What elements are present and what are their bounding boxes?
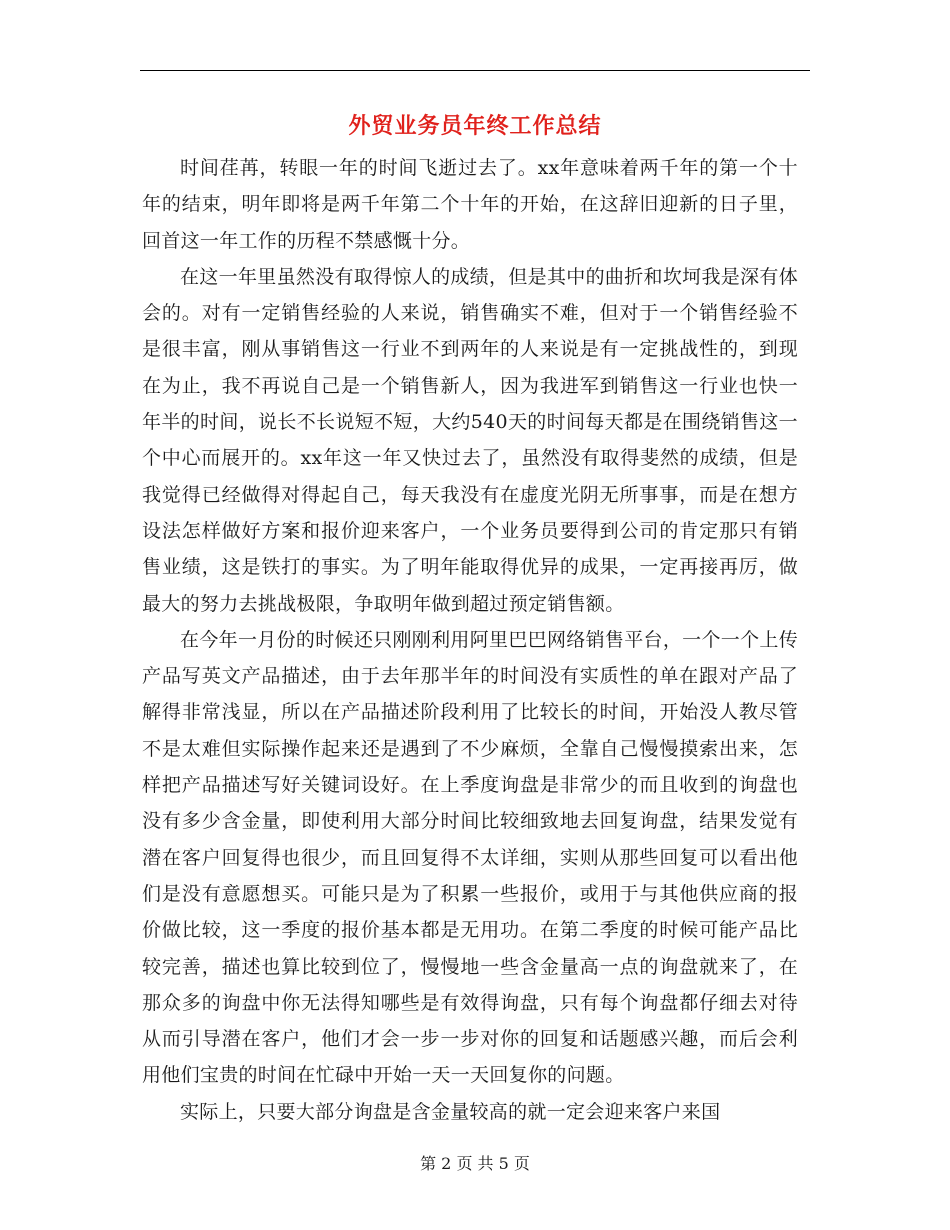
document-body <box>142 150 798 1130</box>
page-number-footer: 第 2 页 共 5 页 <box>420 1154 530 1173</box>
paragraph-3: 在今年一月份的时候还只刚刚利用阿里巴巴网络销售平台，一个一个上传产品写英文产品描述，由于去年那半年的时间没有实质性的单在跟对产品了解得非常浅显，所以在产品描述阶段利用了比较长的时间，开始没人教尽管不是太难但实际操作起来还是遇到了不少麻烦，全靠自己慢慢摸索出来，怎样把产品描述写好关键词设好。在上季度询盘是非常少的而且收到的询盘也没有多少含金量，即使利用大部分时间比较细致地去回复询盘，结果发觉有潜在客户回复得也很少，而且回复得不太详细，实则从那些回复可以看出他们是没有意愿想买。可能只是为了积累一些报价，或用于与其他供应商的报价做比较，这一季度的报价基本都是无用功。在第二季度的时候可能产品比较完善，描述也算比较到位了，慢慢地一些含金量高一点的询盘就来了，在那众多的询盘中你无法得知哪些是有效得询盘，只有每个询盘都仔细去对待从而引导潜在客户，他们才会一步一步对你的回复和话题感兴趣，而后会利用他们宝贵的时间在忙碌中开始一天一天回复你的问题。 <box>142 628 798 1087</box>
paragraph-4: 实际上，只要大部分询盘是含金量较高的就一定会迎来客户来国 <box>180 1100 721 1123</box>
header-rule <box>140 70 810 71</box>
paragraph-2: 在这一年里虽然没有取得惊人的成绩，但是其中的曲折和坎坷我是深有体会的。对有一定销售经验的人来说，销售确实不难，但对于一个销售经验不是很丰富，刚从事销售这一行业不到两年的人来说是有一定挑战性的，到现在为止，我不再说自己是一个销售新人，因为我进军到销售这一行业也快一年半的时间，说长不长说短不短，大约540天的时间每天都是在围绕销售这一个中心而展开的。xx年这一年又快过去了，虽然没有取得斐然的成绩，但是我觉得已经做得对得起自己，每天我没有在虚度光阴无所事事，而是在想方设法怎样做好方案和报价迎来客户，一个业务员要得到公司的肯定那只有销售业绩，这是铁打的事实。为了明年能取得优异的成果，一定再接再厉，做最大的努力去挑战极限，争取明年做到超过预定销售额。 <box>142 265 798 615</box>
document-title: 外贸业务员年终工作总结 <box>348 113 602 139</box>
paragraph-1: 时间荏苒，转眼一年的时间飞逝过去了。xx年意味着两千年的第一个十年的结束，明年即将是两千年第二个十年的开始，在这辞旧迎新的日子里，回首这一年工作的历程不禁感慨十分。 <box>142 157 798 252</box>
